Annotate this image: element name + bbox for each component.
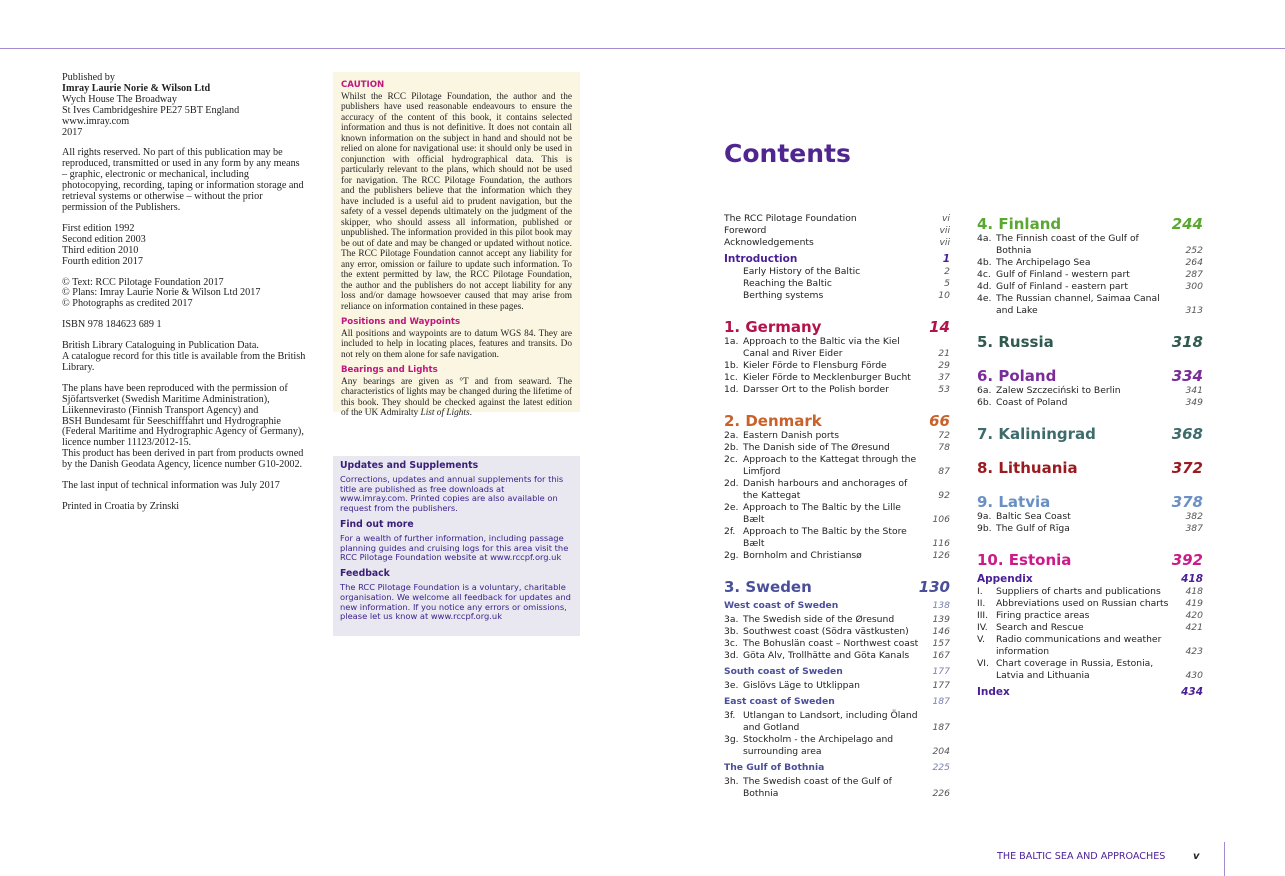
- entry-title: Chart coverage in Russia, Estonia, Latvia and Lithuania: [996, 658, 1154, 681]
- entry-title: 8. Lithuania: [977, 459, 1078, 477]
- entry-title: Bornholm and Christiansø: [743, 550, 862, 561]
- entry-page: 53: [938, 384, 950, 395]
- entry-title: Index: [977, 686, 1010, 698]
- entry-title: 6. Poland: [977, 367, 1057, 385]
- toc-entry: [977, 658, 1203, 682]
- entry-page: 72: [938, 430, 950, 441]
- top-rule: [0, 48, 1285, 49]
- entry-page: 341: [1185, 385, 1203, 396]
- entry-number: 3d.: [724, 650, 739, 661]
- entry-page: 138: [932, 600, 950, 611]
- caution-box: [333, 72, 580, 418]
- chapter-entry: [724, 578, 950, 596]
- entry-number: 2b.: [724, 442, 739, 453]
- entry-number: III.: [977, 610, 989, 621]
- list-of-lights-title: List of Lights: [420, 408, 470, 418]
- entry-title: Utlangan to Landsort, including Öland and Gotland: [743, 710, 918, 733]
- entry-title: Southwest coast (Södra västkusten): [743, 626, 909, 637]
- chapter-entry: [977, 425, 1203, 443]
- entry-page: 157: [932, 638, 950, 649]
- entry-page: 225: [932, 762, 950, 773]
- toc-entry: [977, 385, 1203, 397]
- entry-number: 4b.: [977, 257, 992, 268]
- entry-title: Zalew Szczeciński to Berlin: [996, 385, 1121, 396]
- entry-title: The Finnish coast of the Gulf of Bothnia: [996, 233, 1139, 256]
- entry-title: Abbreviations used on Russian charts: [996, 598, 1169, 609]
- entry-number: 4a.: [977, 233, 992, 244]
- entry-title: West coast of Sweden: [724, 600, 839, 611]
- toc-entry: [977, 397, 1203, 409]
- entry-title: Gulf of Finland - western part: [996, 269, 1130, 280]
- entry-page: 14: [929, 318, 950, 336]
- toc-entry: [724, 237, 950, 249]
- toc-entry: [724, 442, 950, 454]
- entry-page: 264: [1185, 257, 1203, 268]
- toc-entry: [977, 586, 1203, 598]
- entry-page: 1: [942, 253, 950, 265]
- chapter-entry: [977, 215, 1203, 233]
- caution-body: Whilst the RCC Pilotage Foundation, the author and the publishers have used reasonable endeavours to ensure the accuracy of the content of this book, it contains selected information and thus is not definitive. It does not contain all known information on the subject in hand and should not be relied on alone for navigational use: it should only be used in conjunction with official hydrographical data. This is particularly relevant to the plans, which should not be used for navigation. The RCC Pilotage Foundation, the authors and the publishers believe that the information which they have included is a useful aid to prudent navigation, but the safety of a vessel depends ultimately on the judgment of the skipper, who should assess all information, published or unpublished. The information provided in this pilot book may be out of date and may be changed or updated without notice. The RCC Pilotage Foundation cannot accept any liability for any error, omission or failure to update such information. To the extent permitted by law, the RCC Pilotage Foundation, the author and the publishers do not accept liability for any loss and/or damage howsoever caused that may arise from reliance on information contained in these pages.: [341, 91, 572, 312]
- entry-title: South coast of Sweden: [724, 666, 843, 677]
- toc-entry: [724, 526, 950, 550]
- entry-number: 1b.: [724, 360, 739, 371]
- entry-number: IV.: [977, 622, 988, 633]
- toc-entry: [724, 290, 950, 302]
- entry-number: 9b.: [977, 523, 992, 534]
- toc-entry: [724, 372, 950, 384]
- caution-title: CAUTION: [341, 80, 385, 90]
- entry-number: 3b.: [724, 626, 739, 637]
- toc-entry: [977, 622, 1203, 634]
- chapter-entry: [977, 493, 1203, 511]
- find-out-more-title: Find out more: [340, 518, 414, 530]
- toc-entry: [977, 685, 1203, 699]
- entry-page: 372: [1171, 459, 1203, 477]
- toc-entry: [977, 598, 1203, 610]
- entry-number: 4d.: [977, 281, 992, 292]
- contents-title: Contents: [724, 139, 851, 168]
- entry-title: Foreword: [724, 225, 767, 236]
- entry-title: Berthing systems: [743, 290, 824, 301]
- bearings-title: Bearings and Lights: [341, 365, 438, 375]
- toc-entry: [977, 523, 1203, 535]
- toc-entry: [724, 252, 950, 266]
- toc-entry: [724, 278, 950, 290]
- toc-entry: [724, 638, 950, 650]
- entry-title: Gislövs Läge to Utklippan: [743, 680, 860, 691]
- toc-entry: [724, 478, 950, 502]
- entry-number: 2g.: [724, 550, 739, 561]
- entry-page: 318: [1171, 333, 1203, 351]
- published-by-label: Published by: [62, 72, 115, 83]
- entry-page: 177: [932, 666, 950, 677]
- entry-number: 2f.: [724, 526, 736, 537]
- entry-title: The Bohuslän coast – Northwest coast: [743, 638, 919, 649]
- entry-title: Kieler Förde to Flensburg Förde: [743, 360, 887, 371]
- bearings-text: Any bearings are given as °T and from seaward. The characteristics of lights may be changed during the lifetime of this book. They should be checked against the latest edition of the UK Admiralty: [341, 376, 572, 418]
- bearings-end: .: [469, 408, 472, 418]
- editions-text: First edition 1992 Second edition 2003 Third edition 2010 Fourth edition 2017: [62, 222, 146, 267]
- copyright-text: © Text: RCC Pilotage Foundation 2017 © Plans: Imray Laurie Norie & Wilson Ltd 2017 © Photographs as credited 2017: [62, 276, 261, 310]
- entry-title: 5. Russia: [977, 333, 1054, 351]
- entry-title: Appendix: [977, 573, 1033, 585]
- entry-title: The Danish side of The Øresund: [743, 442, 890, 453]
- entry-page: 37: [938, 372, 950, 383]
- entry-title: The Swedish side of the Øresund: [743, 614, 895, 625]
- positions-title: Positions and Waypoints: [341, 317, 461, 327]
- entry-title: Coast of Poland: [996, 397, 1068, 408]
- entry-number: 4e.: [977, 293, 992, 304]
- entry-page: 418: [1181, 573, 1203, 585]
- entry-title: Approach to The Baltic by the Lille Bælt: [743, 502, 901, 525]
- entry-title: Danish harbours and anchorages of the Kattegat: [743, 478, 908, 501]
- entry-page: 418: [1185, 586, 1203, 597]
- feedback-title: Feedback: [340, 568, 390, 580]
- entry-page: 167: [932, 650, 950, 661]
- entry-title: The Russian channel, Saimaa Canal and Lake: [996, 293, 1160, 316]
- entry-page: 387: [1185, 523, 1203, 534]
- entry-page: 419: [1185, 598, 1203, 609]
- toc-entry: [724, 430, 950, 442]
- region-heading: [724, 696, 950, 708]
- toc-entry: [977, 281, 1203, 293]
- toc-entry: [724, 225, 950, 237]
- entry-title: Baltic Sea Coast: [996, 511, 1071, 522]
- entry-number: 3c.: [724, 638, 738, 649]
- region-heading: [724, 600, 950, 612]
- entry-title: 7. Kaliningrad: [977, 425, 1096, 443]
- entry-page: vi: [942, 213, 950, 224]
- chapter-entry: [977, 459, 1203, 477]
- entry-number: 9a.: [977, 511, 992, 522]
- entry-title: 10. Estonia: [977, 551, 1072, 569]
- entry-page: 434: [1181, 686, 1203, 698]
- entry-title: The Gulf of Bothnia: [724, 762, 825, 773]
- running-title: THE BALTIC SEA AND APPROACHES: [997, 851, 1166, 862]
- entry-title: Suppliers of charts and publications: [996, 586, 1161, 597]
- entry-page: 21: [938, 348, 950, 359]
- toc-entry: [724, 776, 950, 800]
- entry-number: 3h.: [724, 776, 739, 787]
- entry-title: The Swedish coast of the Gulf of Bothnia: [743, 776, 892, 799]
- entry-page: 421: [1185, 622, 1203, 633]
- region-heading: [724, 666, 950, 678]
- entry-title: The Archipelago Sea: [996, 257, 1091, 268]
- toc-entry: [724, 734, 950, 758]
- entry-page: 130: [918, 578, 950, 596]
- entry-number: 2e.: [724, 502, 739, 513]
- entry-page: 106: [932, 514, 950, 525]
- chapter-entry: [977, 367, 1203, 385]
- imprint-column: [62, 73, 307, 523]
- region-heading: [724, 762, 950, 774]
- entry-number: 3a.: [724, 614, 739, 625]
- entry-page: 204: [932, 746, 950, 757]
- entry-number: 2d.: [724, 478, 739, 489]
- positions-body: All positions and waypoints are to datum WGS 84. They are included to help in locating places, features and transits. Do not rely on them alone for safe navigation.: [341, 328, 572, 360]
- entry-title: Radio communications and weather information: [996, 634, 1162, 657]
- entry-page: 349: [1185, 397, 1203, 408]
- entry-title: Acknowledgements: [724, 237, 814, 248]
- entry-title: Gulf of Finland - eastern part: [996, 281, 1128, 292]
- toc-entry: [724, 710, 950, 734]
- entry-page: 378: [1171, 493, 1203, 511]
- entry-title: Göta Alv, Trollhätte and Göta Kanals: [743, 650, 910, 661]
- bearings-body: [341, 377, 572, 419]
- toc-entry: [977, 293, 1203, 317]
- chapter-entry: [724, 412, 950, 430]
- entry-page: 300: [1185, 281, 1203, 292]
- toc-entry: [724, 680, 950, 692]
- entry-page: 29: [938, 360, 950, 371]
- last-input-text: The last input of technical information was July 2017: [62, 480, 280, 492]
- entry-number: 3f.: [724, 710, 736, 721]
- entry-page: 226: [932, 788, 950, 799]
- entry-number: I.: [977, 586, 983, 597]
- footer-rule: [1224, 842, 1225, 876]
- entry-number: 3g.: [724, 734, 739, 745]
- entry-number: 6b.: [977, 397, 992, 408]
- toc-entry: [977, 257, 1203, 269]
- chapter-entry: [724, 318, 950, 336]
- toc-entry: [724, 502, 950, 526]
- entry-page: 244: [1171, 215, 1203, 233]
- publisher-address: Wych House The Broadway St Ives Cambridgeshire PE27 5BT England www.imray.com 2017: [62, 93, 240, 138]
- page-number: v: [1193, 851, 1200, 862]
- toc-entry: [724, 626, 950, 638]
- entry-number: 2a.: [724, 430, 739, 441]
- entry-number: VI.: [977, 658, 989, 669]
- entry-number: 2c.: [724, 454, 738, 465]
- entry-title: 2. Denmark: [724, 412, 822, 430]
- entry-number: 4c.: [977, 269, 991, 280]
- toc-entry: [724, 336, 950, 360]
- entry-page: vii: [939, 225, 950, 236]
- entry-page: 92: [938, 490, 950, 501]
- entry-page: 146: [932, 626, 950, 637]
- entry-page: 126: [932, 550, 950, 561]
- toc-entry: [724, 384, 950, 396]
- entry-page: 2: [944, 266, 950, 277]
- entry-page: 313: [1185, 305, 1203, 316]
- entry-page: 139: [932, 614, 950, 625]
- chapter-entry: [977, 333, 1203, 351]
- entry-page: vii: [939, 237, 950, 248]
- entry-page: 78: [938, 442, 950, 453]
- entry-page: 116: [932, 538, 950, 549]
- entry-title: Stockholm - the Archipelago and surrounding area: [743, 734, 894, 757]
- entry-title: Darsser Ort to the Polish border: [743, 384, 889, 395]
- plans-permission-text: The plans have been reproduced with the permission of Sjöfartsverket (Swedish Maritime Administration), Liikennevirasto (Finnish Transport Agency) and BSH Bundesamt für Seeschifffahrt und Hydrographie (Federal Maritime and Hydrographic Agency of Germany), licence number 11123/2012-15. This product has been derived in part from products owned by the Danish Geodata Agency, licence number G10-2002.: [62, 382, 304, 471]
- toc-entry: [977, 634, 1203, 658]
- rights-text: All rights reserved. No part of this publication may be reproduced, transmitted or used in any form by any means – graphic, electronic or mechanical, including photocopying, recording, taping or information storage and retrieval systems or otherwise – without the prior permission of the Publishers.: [62, 147, 304, 213]
- toc-entry: [977, 610, 1203, 622]
- entry-title: Approach to the Baltic via the Kiel Canal and River Eider: [743, 336, 900, 359]
- entry-title: The RCC Pilotage Foundation: [724, 213, 857, 224]
- entry-number: 1a.: [724, 336, 739, 347]
- entry-title: 3. Sweden: [724, 578, 812, 596]
- publisher-name: Imray Laurie Norie & Wilson Ltd: [62, 82, 211, 94]
- entry-title: 9. Latvia: [977, 493, 1051, 511]
- find-out-more-body: For a wealth of further information, including passage planning guides and cruising logs for this area visit the RCC Pilotage Foundation website at www.rccpf.org.uk: [340, 532, 569, 563]
- updates-body: Corrections, updates and annual supplements for this title are published as free downloads at www.imray.com. Printed copies are also available on request from the publishers.: [340, 473, 564, 514]
- contents-column-left: [724, 213, 950, 800]
- toc-entry: [724, 360, 950, 372]
- entry-number: 1d.: [724, 384, 739, 395]
- entry-page: 252: [1185, 245, 1203, 256]
- entry-page: 392: [1171, 551, 1203, 569]
- updates-title: Updates and Supplements: [340, 460, 479, 471]
- toc-entry: [977, 269, 1203, 281]
- entry-number: 1c.: [724, 372, 738, 383]
- entry-title: Reaching the Baltic: [743, 278, 832, 289]
- contents-column-right: [977, 213, 1203, 699]
- entry-title: Introduction: [724, 253, 798, 265]
- toc-entry: [724, 213, 950, 225]
- entry-title: 4. Finland: [977, 215, 1062, 233]
- entry-page: 430: [1185, 670, 1203, 681]
- toc-entry: [977, 572, 1203, 586]
- entry-title: The Gulf of Rīga: [996, 523, 1070, 534]
- toc-entry: [977, 233, 1203, 257]
- entry-title: 1. Germany: [724, 318, 822, 336]
- entry-page: 187: [932, 696, 950, 707]
- entry-title: Eastern Danish ports: [743, 430, 840, 441]
- entry-page: 382: [1185, 511, 1203, 522]
- entry-page: 368: [1171, 425, 1203, 443]
- entry-page: 287: [1185, 269, 1203, 280]
- entry-title: Firing practice areas: [996, 610, 1090, 621]
- entry-title: Search and Rescue: [996, 622, 1084, 633]
- toc-entry: [977, 511, 1203, 523]
- entry-page: 420: [1185, 610, 1203, 621]
- toc-entry: [724, 266, 950, 278]
- isbn-text: ISBN 978 184623 689 1: [62, 319, 162, 331]
- toc-entry: [724, 454, 950, 478]
- publisher-block: [62, 73, 307, 138]
- entry-title: Approach to The Baltic by the Store Bælt: [743, 526, 907, 549]
- printed-text: Printed in Croatia by Zrinski: [62, 501, 180, 512]
- entry-page: 187: [932, 722, 950, 733]
- entry-page: 10: [938, 290, 950, 301]
- entry-page: 334: [1171, 367, 1203, 385]
- toc-entry: [724, 614, 950, 626]
- entry-page: 177: [932, 680, 950, 691]
- entry-page: 423: [1185, 646, 1203, 657]
- entry-page: 5: [944, 278, 950, 289]
- chapter-entry: [977, 551, 1203, 569]
- entry-title: Early History of the Baltic: [743, 266, 861, 277]
- updates-box: [333, 456, 580, 636]
- entry-title: East coast of Sweden: [724, 696, 835, 707]
- cataloguing-text: British Library Cataloguing in Publication Data. A catalogue record for this title is available from the British Library.: [62, 340, 306, 373]
- entry-title: Approach to the Kattegat through the Limfjord: [743, 454, 917, 477]
- entry-page: 87: [938, 466, 950, 477]
- feedback-body: The RCC Pilotage Foundation is a voluntary, charitable organisation. We welcome all feedback for updates and new information. If you notice any errors or omissions, please let us know at www.rccpf.org.uk: [340, 581, 571, 622]
- entry-number: II.: [977, 598, 986, 609]
- toc-entry: [724, 650, 950, 662]
- entry-title: Kieler Förde to Mecklenburger Bucht: [743, 372, 911, 383]
- entry-page: 66: [929, 412, 950, 430]
- toc-entry: [724, 550, 950, 562]
- entry-number: 3e.: [724, 680, 739, 691]
- entry-number: V.: [977, 634, 986, 645]
- entry-number: 6a.: [977, 385, 992, 396]
